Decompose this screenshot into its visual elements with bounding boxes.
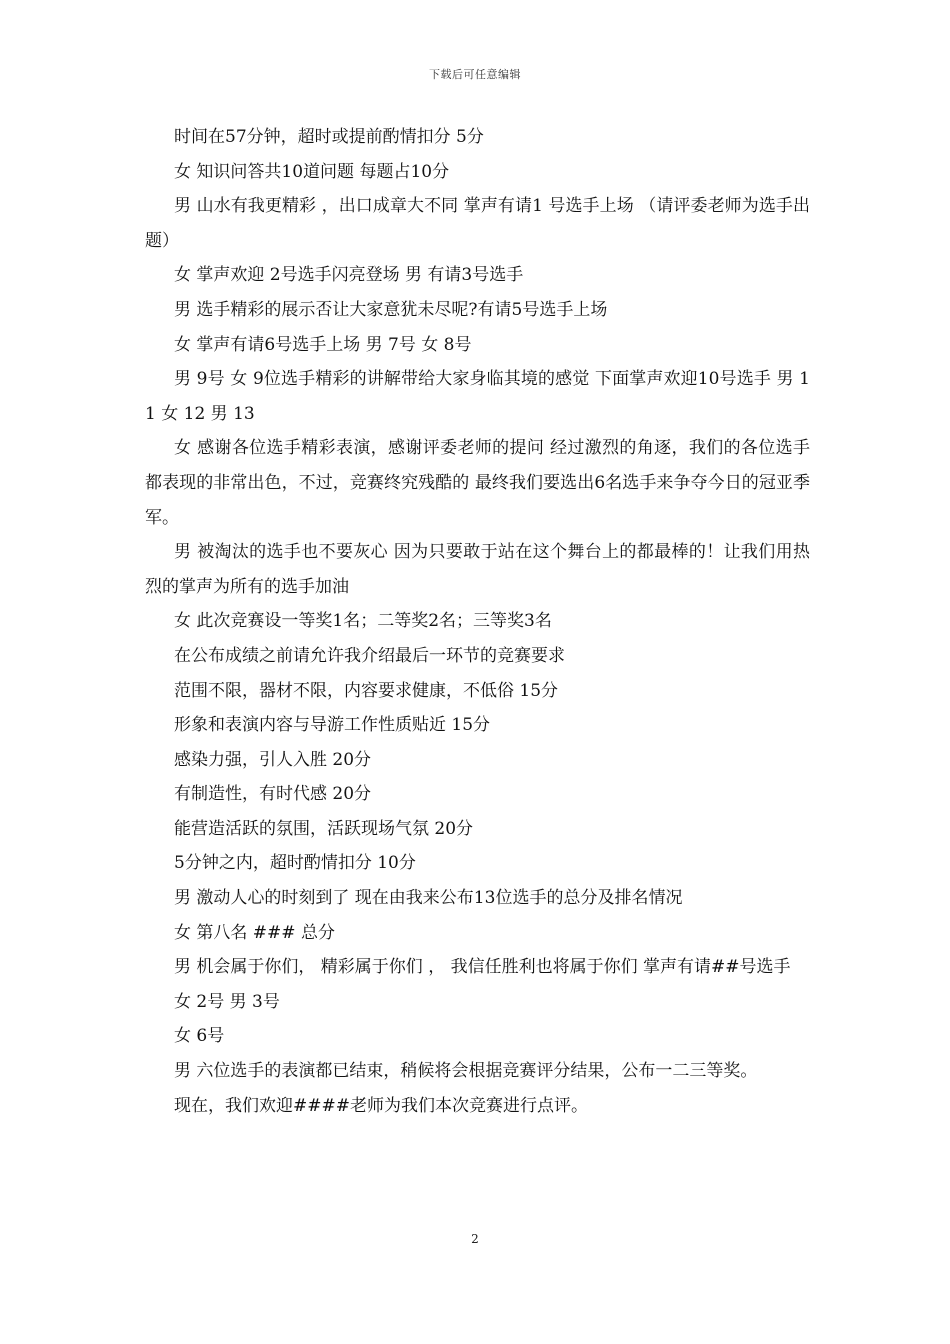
paragraph: 女 此次竞赛设一等奖1名；二等奖2名；三等奖3名 <box>174 611 552 632</box>
paragraph: 男 被淘汰的选手也不要灰心 因为只要敢于站在这个舞台上的都最棒的！让我们用热烈的掌声为所有的选手加油 <box>145 542 810 597</box>
paragraph: 形象和表演内容与导游工作性质贴近 15分 <box>174 715 491 736</box>
paragraph: 女 2号 男 3号 <box>174 991 280 1012</box>
paragraph: 能营造活跃的氛围，活跃现场气氛 20分 <box>174 818 474 839</box>
paragraph: 女 掌声有请6号选手上场 男 7号 女 8号 <box>174 334 472 355</box>
paragraph: 女 感谢各位选手精彩表演，感谢评委老师的提问 经过激烈的角逐，我们的各位选手都表现的非常出色，不过，竞赛终究残酷的 最终我们要选出6名选手来争夺今日的冠亚季军。 <box>145 438 810 528</box>
paragraph: 男 六位选手的表演都已结束，稍候将会根据竞赛评分结果，公布一二三等奖。 <box>174 1061 758 1082</box>
page-number: 2 <box>471 1232 479 1246</box>
document-body <box>145 120 810 1123</box>
paragraph: 时间在57分钟，超时或提前酌情扣分 5分 <box>174 127 484 147</box>
paragraph: 男 山水有我更精彩 ，出口成章大不同 掌声有请1 号选手上场 （请评委老师为选手出题） <box>145 196 810 251</box>
paragraph: 男 9号 女 9位选手精彩的讲解带给大家身临其境的感觉 下面掌声欢迎10号选手 男 11 女 12 男 13 <box>145 369 810 424</box>
page-header-note: 下载后可任意编辑 <box>429 68 521 81</box>
paragraph: 男 激动人心的时刻到了 现在由我来公布13位选手的总分及排名情况 <box>174 888 683 909</box>
paragraph: 女 第八名 ### 总分 <box>174 922 335 943</box>
paragraph: 男 机会属于你们， 精彩属于你们 ， 我信任胜利也将属于你们 掌声有请##号选手 <box>174 957 791 978</box>
paragraph: 女 掌声欢迎 2号选手闪亮登场 男 有请3号选手 <box>174 265 524 286</box>
paragraph: 感染力强，引人入胜 20分 <box>174 749 372 770</box>
paragraph: 范围不限，器材不限，内容要求健康，不低俗 15分 <box>174 680 559 701</box>
paragraph: 男 选手精彩的展示否让大家意犹未尽呢?有请5号选手上场 <box>174 299 608 320</box>
paragraph: 在公布成绩之前请允许我介绍最后一环节的竞赛要求 <box>174 645 565 666</box>
paragraph: 女 6号 <box>174 1026 225 1047</box>
paragraph: 女 知识问答共10道问题 每题占10分 <box>174 161 450 182</box>
paragraph: 有制造性，有时代感 20分 <box>174 784 372 805</box>
paragraph: 现在，我们欢迎####老师为我们本次竞赛进行点评。 <box>174 1095 588 1116</box>
paragraph: 5分钟之内，超时酌情扣分 10分 <box>174 853 416 874</box>
